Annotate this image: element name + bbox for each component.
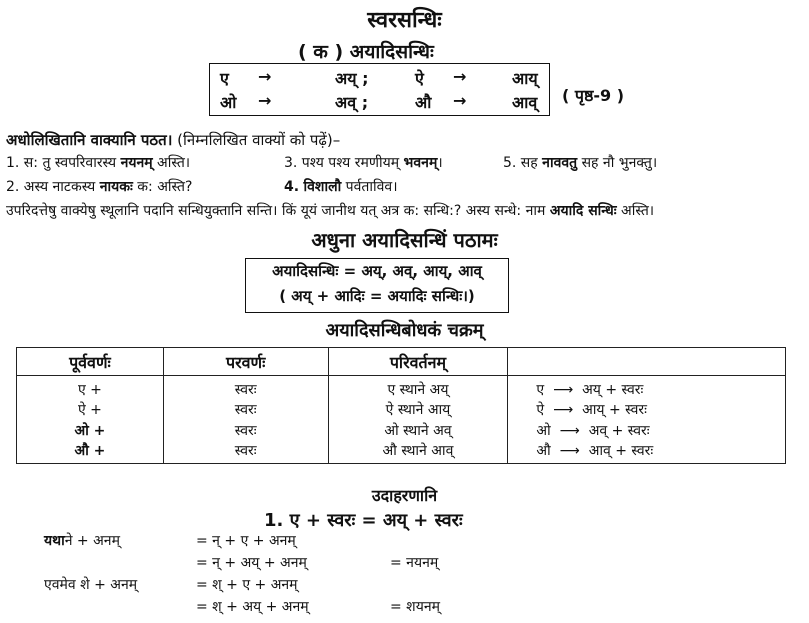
- sentence-bold-word: नायकः: [99, 179, 133, 195]
- table-header-row: [17, 348, 786, 376]
- replacement: आव्: [512, 93, 538, 112]
- example-label-bold: यथा: [44, 533, 65, 549]
- arrow-icon: ⟶: [553, 382, 574, 398]
- sentence-bold-word: नयनम्: [120, 155, 153, 171]
- cell-para: स्वरः: [163, 441, 328, 464]
- sentence-bold-word: विशालौ: [303, 179, 342, 195]
- sentence-5: [503, 153, 657, 172]
- arrow-icon: →: [453, 91, 467, 110]
- cell-result: [508, 420, 786, 441]
- vowel: ऐ: [536, 402, 545, 418]
- replacement: अय् ;: [335, 69, 369, 88]
- sentence-4: [284, 177, 398, 196]
- arrow-icon: →: [258, 67, 272, 86]
- column-header: पूर्ववर्णः: [17, 348, 164, 376]
- sentence-number: 1.: [6, 155, 20, 171]
- table-row: [17, 420, 786, 441]
- cell-para: स्वरः: [163, 420, 328, 441]
- paragraph-bold-term: अयादि सन्धिः: [549, 203, 617, 219]
- example-label-text: ने + अनम्: [64, 533, 120, 549]
- sentence-3: [284, 153, 443, 172]
- section-subtitle: ( क ) अयादिसन्धिः: [298, 41, 434, 63]
- sentence-text: क: अस्ति?: [132, 179, 193, 195]
- vowel: ऐ: [415, 69, 424, 88]
- sentence-text: स: तु स्वपरिवारस्य: [19, 155, 121, 171]
- sentence-number: 5.: [503, 155, 517, 171]
- example-expression: = श् + ए + अनम्: [196, 577, 298, 593]
- arrow-icon: ⟶: [559, 423, 580, 439]
- example-result: = शयनम्: [390, 599, 440, 615]
- formula-line-1: अयादिसन्धिः = अय्, अव्, आय्, आव्: [272, 262, 482, 280]
- instruction-line: [6, 130, 340, 150]
- sentence-bold-word: नाववतु: [542, 155, 578, 171]
- page-title: स्वरसन्धिः: [367, 8, 442, 33]
- sandhi-chart-table: [16, 347, 786, 464]
- vowel: औ: [536, 443, 551, 459]
- formula-box: [245, 258, 509, 313]
- column-header: [508, 348, 786, 376]
- replacement: अव् ;: [335, 93, 369, 112]
- example-result: = नयनम्: [390, 555, 439, 571]
- sentence-text: सह: [516, 155, 543, 171]
- cell-para: स्वरः: [163, 399, 328, 420]
- sandhi-rule-box: [209, 63, 550, 116]
- explanation-paragraph: [6, 201, 654, 220]
- cell-change: ए स्थाने अय्: [328, 376, 508, 400]
- cell-result: [508, 399, 786, 420]
- example-rule: 1. ए + स्वरः = अय् + स्वरः: [264, 510, 463, 531]
- example-expression: = न् + अय् + अनम्: [196, 555, 307, 571]
- cell-purva: ऐ +: [17, 399, 164, 420]
- instruction-sanskrit: अधोलिखितानि वाक्यानि पठत।: [6, 131, 173, 149]
- sentence-text: ।: [437, 155, 443, 171]
- sentence-text: पर्वताविव।: [341, 179, 398, 195]
- cell-change: औ स्थाने आव्: [328, 441, 508, 464]
- sentence-text: पश्य पश्य रमणीयम्: [297, 155, 404, 171]
- sentence-1: [6, 153, 190, 172]
- column-header: परवर्णः: [163, 348, 328, 376]
- page-reference: ( पृष्ठ-9 ): [562, 86, 625, 105]
- chart-heading: अयादिसन्धिबोधकं चक्रम्: [325, 320, 484, 341]
- sentence-text: अस्ति।: [152, 155, 191, 171]
- vowel: ए: [220, 69, 229, 88]
- cell-purva: ओ +: [17, 420, 164, 441]
- sentence-text: अस्य नाटकस्य: [19, 179, 100, 195]
- result-text: अय् + स्वरः: [582, 382, 644, 398]
- rule-row: [210, 91, 549, 115]
- paragraph-text: उपरिदत्तेषु वाक्येषु स्थूलानि पदानि सन्धियुक्तानि सन्ति। किं यूयं जानीथ यत् अत्र क: सन्धि:? अस्य सन्धे: नाम: [6, 203, 550, 219]
- vowel: ओ: [536, 423, 551, 439]
- example-label: [44, 531, 120, 550]
- arrow-icon: →: [258, 91, 272, 110]
- arrow-icon: ⟶: [559, 443, 580, 459]
- cell-para: स्वरः: [163, 376, 328, 400]
- table-row: [17, 376, 786, 400]
- column-header: परिवर्तनम्: [328, 348, 508, 376]
- sentence-text: सह नौ भुनक्तु।: [577, 155, 658, 171]
- result-text: अव् + स्वरः: [588, 423, 650, 439]
- example-label-text: एवमेव शे + अनम्: [44, 577, 138, 593]
- sentence-number: 2.: [6, 179, 20, 195]
- sentence-bold-word: भवनम्: [403, 155, 438, 171]
- vowel: ओ: [220, 93, 237, 112]
- cell-result: [508, 376, 786, 400]
- result-text: आव् + स्वरः: [588, 443, 654, 459]
- arrow-icon: ⟶: [553, 402, 574, 418]
- vowel: औ: [415, 93, 432, 112]
- sentence-number: 3.: [284, 155, 298, 171]
- table-row: [17, 399, 786, 420]
- example-expression: = न् + ए + अनम्: [196, 533, 296, 549]
- replacement: आय्: [512, 69, 538, 88]
- section-heading: अधुना अयादिसन्धिं पठामः: [311, 228, 498, 252]
- instruction-hindi: (निम्नलिखित वाक्यों को पढ़ें)–: [172, 131, 341, 149]
- formula-line-2: ( अय् + आदिः = अयादिः सन्धिः।): [279, 287, 475, 305]
- arrow-icon: →: [453, 67, 467, 86]
- cell-result: [508, 441, 786, 464]
- cell-change: ओ स्थाने अव्: [328, 420, 508, 441]
- paragraph-text: अस्ति।: [616, 203, 655, 219]
- example-expression: = श् + अय् + अनम्: [196, 599, 309, 615]
- vowel: ए: [536, 382, 545, 398]
- cell-purva: ए +: [17, 376, 164, 400]
- cell-change: ऐ स्थाने आय्: [328, 399, 508, 420]
- sentence-2: [6, 177, 192, 196]
- sentence-number: 4.: [284, 179, 300, 195]
- rule-row: [210, 67, 549, 91]
- table-row: [17, 441, 786, 464]
- result-text: आय् + स्वरः: [582, 402, 647, 418]
- examples-heading: उदाहरणानि: [371, 486, 438, 505]
- cell-purva: औ +: [17, 441, 164, 464]
